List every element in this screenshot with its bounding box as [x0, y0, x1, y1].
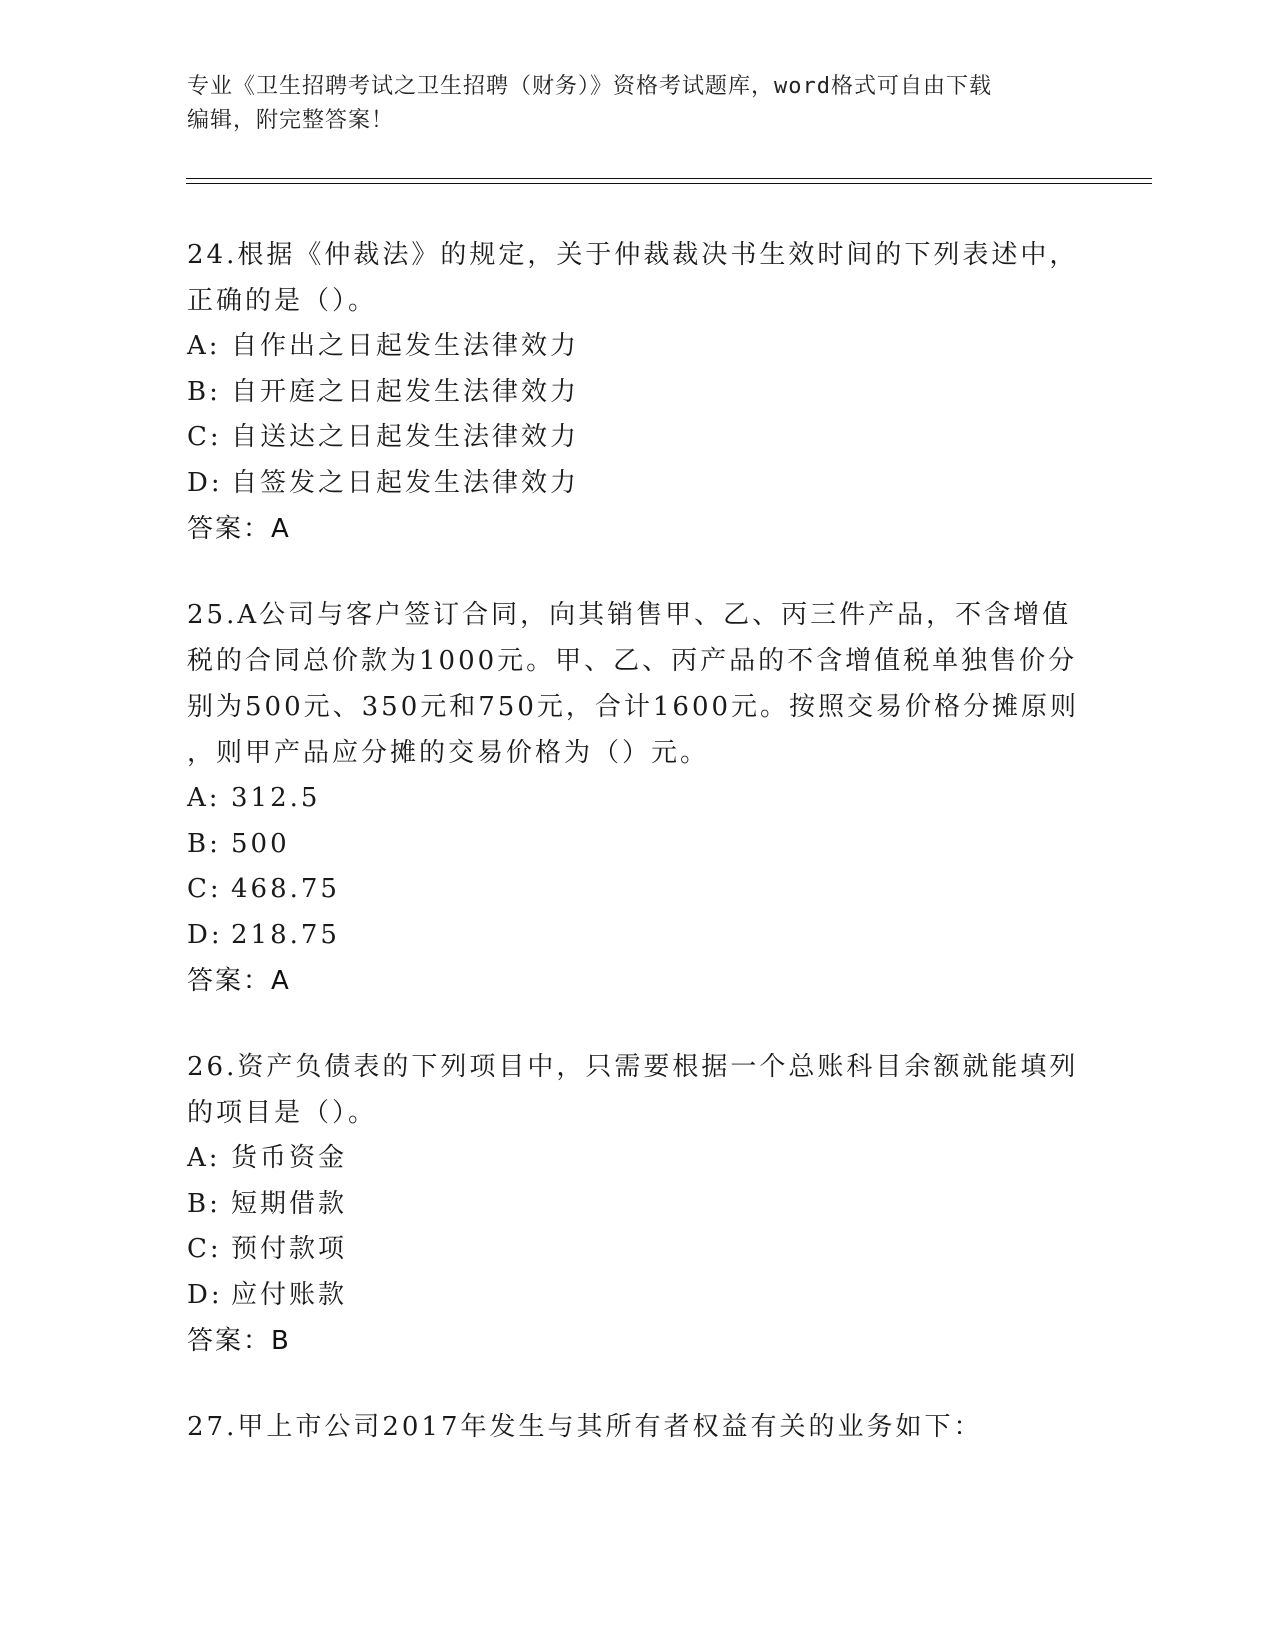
option-b [187, 1182, 1087, 1228]
option-b [187, 822, 1087, 868]
question-25 [187, 592, 1087, 1004]
option-key: A: [187, 331, 221, 361]
option-a [187, 776, 1087, 822]
option-text: 货币资金 [231, 1143, 348, 1173]
option-key: D: [187, 467, 223, 498]
option-a [187, 1136, 1087, 1182]
header-divider-top [186, 178, 1152, 179]
option-text: 自签发之日起发生法律效力 [231, 467, 580, 498]
option-list [187, 1136, 1087, 1318]
option-d [187, 913, 1087, 959]
option-key: C: [187, 422, 222, 452]
answer: 答案：A [187, 514, 291, 544]
header-line-1: 专业《卫生招聘考试之卫生招聘（财务）》资格考试题库，word格式可自由下载 [187, 74, 992, 99]
option-b [187, 370, 1087, 416]
option-text: 312.5 [231, 783, 321, 813]
question-text [187, 1044, 1087, 1136]
option-text: 218.75 [231, 919, 340, 950]
option-key: D: [187, 1279, 223, 1310]
option-text: 自作出之日起发生法律效力 [231, 331, 580, 361]
question-text [187, 232, 1087, 324]
option-key: A: [187, 1143, 221, 1173]
option-d [187, 1273, 1087, 1319]
question-text-line: 税的合同总价款为1000元。甲、乙、丙产品的不含增值税单独售价分 [187, 646, 1078, 676]
question-list [187, 232, 1087, 1490]
question-text-line: 正确的是（）。 [187, 286, 378, 316]
option-text: 自开庭之日起发生法律效力 [231, 376, 580, 407]
option-text: 短期借款 [231, 1188, 348, 1219]
option-text: 500 [231, 828, 290, 859]
question-27 [187, 1404, 1087, 1450]
question-text-line: 25.A公司与客户签订合同，向其销售甲、乙、丙三件产品，不含增值 [187, 600, 1072, 630]
option-key: B: [187, 828, 221, 859]
option-key: B: [187, 1188, 221, 1219]
option-key: B: [187, 376, 221, 407]
question-text-line: 别为500元、350元和750元，合计1600元。按照交易价格分摊原则 [187, 692, 1080, 722]
question-text [187, 592, 1087, 776]
question-text-line: ，则甲产品应分摊的交易价格为（）元。 [187, 738, 710, 768]
header-line-2: 编辑，附完整答案！ [187, 108, 395, 133]
option-list [187, 776, 1087, 958]
document-header [187, 70, 1067, 138]
question-text-line: 24.根据《仲裁法》的规定，关于仲裁裁决书生效时间的下列表述中， [187, 240, 1079, 270]
option-key: C: [187, 874, 222, 904]
option-list [187, 324, 1087, 506]
option-key: D: [187, 919, 223, 950]
question-26 [187, 1044, 1087, 1364]
option-c [187, 415, 1087, 461]
option-key: C: [187, 1234, 222, 1264]
option-text: 应付账款 [231, 1279, 348, 1310]
answer: 答案：A [187, 966, 291, 996]
option-c [187, 867, 1087, 913]
option-key: A: [187, 783, 221, 813]
question-text-line: 26.资产负债表的下列项目中，只需要根据一个总账科目余额就能填列 [187, 1052, 1079, 1082]
option-d [187, 461, 1087, 507]
option-a [187, 324, 1087, 370]
header-divider-bottom [186, 183, 1152, 184]
option-c [187, 1227, 1087, 1273]
question-text-line: 27.甲上市公司2017年发生与其所有者权益有关的业务如下： [187, 1412, 983, 1442]
answer: 答案：B [187, 1326, 291, 1356]
question-24 [187, 232, 1087, 552]
option-text: 468.75 [231, 874, 340, 904]
question-text [187, 1404, 1087, 1450]
question-text-line: 的项目是（）。 [187, 1098, 378, 1128]
option-text: 预付款项 [231, 1234, 348, 1264]
option-text: 自送达之日起发生法律效力 [231, 422, 580, 452]
